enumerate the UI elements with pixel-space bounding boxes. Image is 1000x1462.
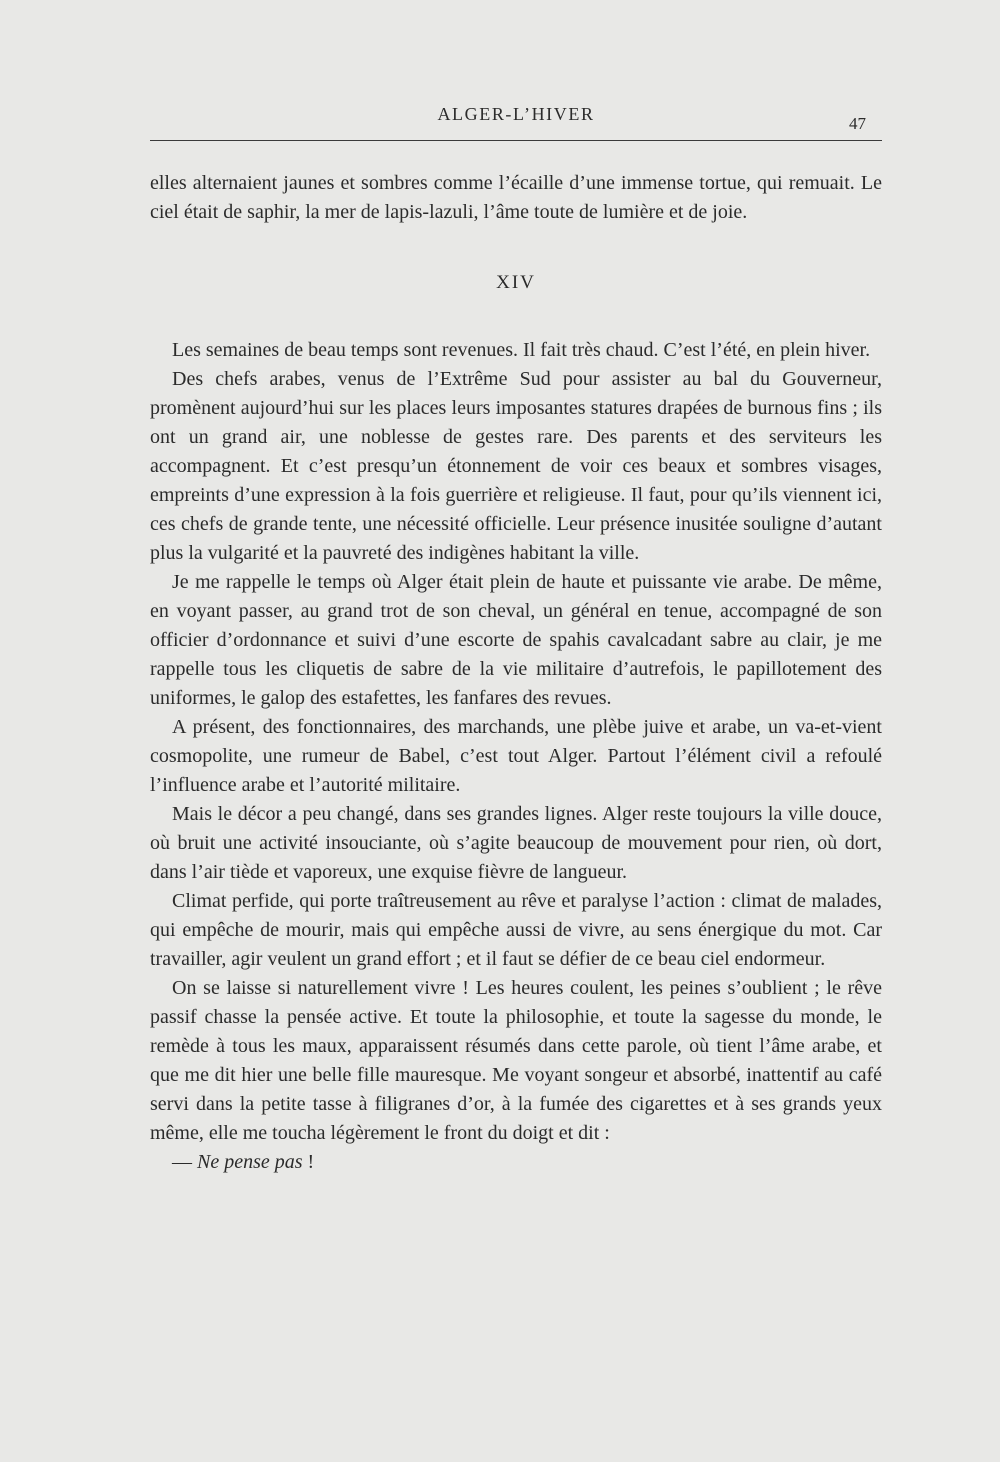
paragraph: Climat perfide, qui porte traîtreusement au rêve et paralyse l’action : climat de malades, qui empêche de mourir, mais qui empêche aussi de vivre, au sens énergique du mot. Car travailler, agir veulent un grand effort ; et il faut se défier de ce beau ciel endormeur. xyxy=(150,890,882,970)
section-heading: XIV xyxy=(496,272,536,293)
paragraph: Des chefs arabes, venus de l’Extrême Sud pour assister au bal du Gouverneur, promènent aujourd’hui sur les places leurs imposantes statures drapées de burnous fins ; ils ont un grand air, une noblesse de gestes rare. Des parents et des serviteurs les accompagnent. Et c’est presqu’un étonnement de voir ces beaux et sombres visages, empreints d’une expression à la fois guerrière et religieuse. Il faut, pour qu’ils viennent ici, ces chefs de grande tente, une nécessité officielle. Leur présence inusitée souligne d’autant plus la vulgarité et la pauvreté des indigènes habitant la ville. xyxy=(150,368,882,564)
paragraph: A présent, des fonctionnaires, des marchands, une plèbe juive et arabe, un va-et-vient cosmopolite, une rumeur de Babel, c’est tout Alger. Partout l’élément civil a refoulé l’influence arabe et l’autorité militaire. xyxy=(150,716,882,796)
running-head xyxy=(150,104,882,144)
closing-quote: Ne pense pas xyxy=(197,1151,303,1173)
closing-line xyxy=(150,1148,882,1177)
paragraph: Les semaines de beau temps sont revenues. Il fait très chaud. C’est l’été, en plein hiver. xyxy=(172,339,871,361)
running-title: ALGER-L’HIVER xyxy=(437,104,595,124)
paragraph: Mais le décor a peu changé, dans ses grandes lignes. Alger reste toujours la ville douce, où bruit une activité insouciante, où s’agite beaucoup de mouvement pour rien, où dort, dans l’air tiède et vaporeux, une exquise fièvre de langueur. xyxy=(150,803,882,883)
header-rule xyxy=(150,140,882,141)
closing-punctuation: ! xyxy=(302,1151,315,1173)
body-text xyxy=(150,169,882,1177)
paragraph: On se laisse si naturellement vivre ! Les heures coulent, les peines s’oublient ; le rêve passif chasse la pensée active. Et toute la philosophie, et toute la sagesse du monde, le remède à tous les maux, apparaissent résumés dans cette parole, où tient l’âme arabe, et que me dit hier une belle fille mauresque. Me voyant songeur et absorbé, inattentif au café servi dans la petite tasse à filigranes d’or, à la fumée des cigarettes et à ses grands yeux même, elle me toucha légèrement le front du doigt et dit : xyxy=(150,977,882,1144)
paragraph: Je me rappelle le temps où Alger était plein de haute et puissante vie arabe. De même, en voyant passer, au grand trot de son cheval, un général en tenue, accompagné de son officier d’ordonnance et suivi d’une escorte de spahis cavalcadant sabre au clair, je me rappelle tous les cliquetis de sabre de la vie militaire d’autrefois, le papillotement des uniformes, le galop des estafettes, les fanfares des revues. xyxy=(150,571,882,709)
closing-dash: — xyxy=(172,1151,192,1173)
paragraph-continuation: elles alternaient jaunes et sombres comme l’écaille d’une immense tortue, qui remuait. Le ciel était de saphir, la mer de lapis-lazuli, l’âme toute de lumière et de joie. xyxy=(150,172,882,223)
page-number: 47 xyxy=(849,114,866,133)
